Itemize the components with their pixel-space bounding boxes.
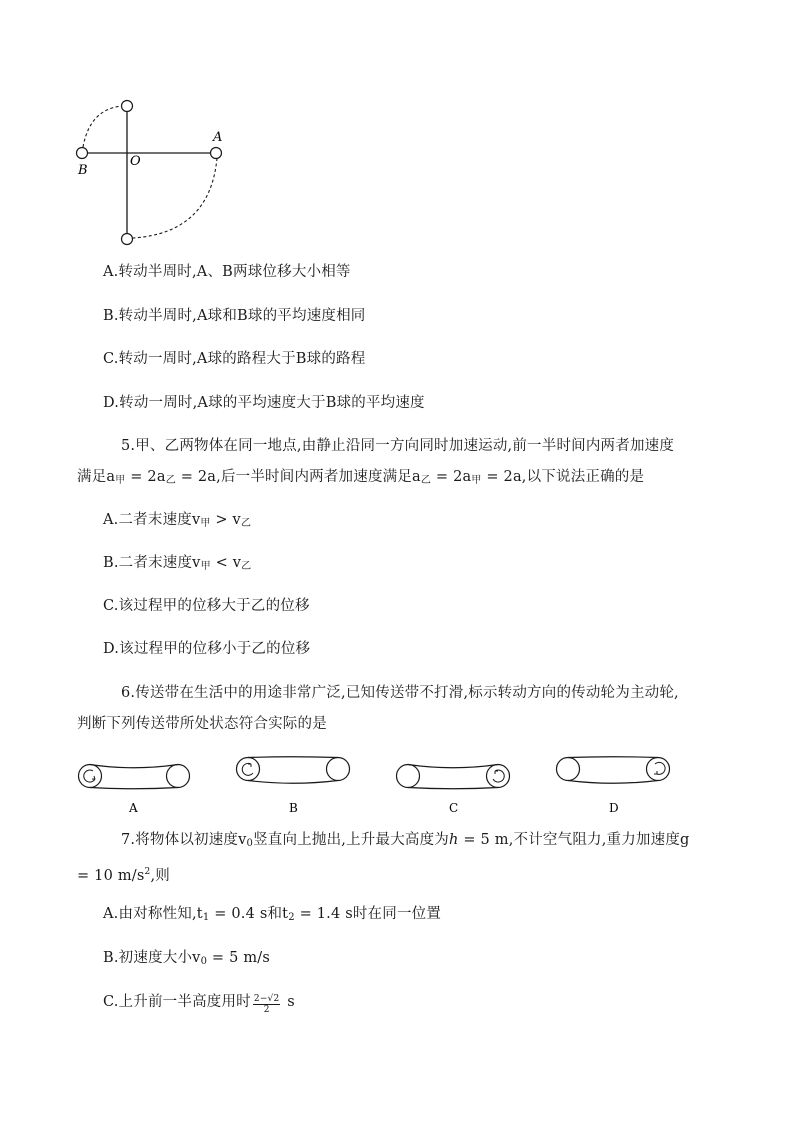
q5-option-c: C.该过程甲的位移大于乙的位移	[103, 598, 310, 614]
conveyor-label-A: A	[129, 801, 138, 815]
path-B-arc	[83, 106, 122, 147]
label-O: O	[130, 154, 141, 169]
q5-option-a: A.二者末速度$v_甲 > v_乙$	[103, 512, 252, 529]
q7-option-c: C.上升前一半高度用时 $\frac{2-√2}{2}$ s	[103, 994, 295, 1015]
q5-option-d: D.该过程甲的位移小于乙的位移	[103, 641, 311, 657]
label-A: A	[213, 130, 223, 145]
q5-stem-line2: 满足$a_甲 = 2a_乙 = 2a$,后一半时间内两者加速度满足$a_乙 = 2a_甲 = 2a$,以下说法正确的是	[77, 469, 645, 486]
conveyor-D	[557, 757, 670, 815]
conveyor-figures	[70, 752, 730, 820]
conveyor-A	[79, 765, 190, 816]
q4-option-d: D.转动一周时,A球的平均速度大于B球的平均速度	[103, 395, 425, 411]
q5-stem-line1: 5.甲、乙两物体在同一地点,由静止沿同一方向同时加速运动,前一半时间内两者加速度	[121, 438, 675, 454]
conveyor-label-D: D	[609, 801, 619, 815]
q4-option-c: C.转动一周时,A球的路程大于B球的路程	[103, 351, 366, 367]
ball-B	[77, 148, 88, 159]
q6-stem-line1: 6.传送带在生活中的用途非常广泛,已知传送带不打滑,标示转动方向的传动轮为主动轮,	[121, 685, 679, 701]
ball-bottom	[122, 234, 133, 245]
conveyor-C	[397, 765, 510, 816]
q7-stem-line1: 7.将物体以初速度$v_0$竖直向上抛出,上升最大高度为h = 5 m,不计空气阻力,重力加速度g	[121, 832, 690, 849]
q7-option-a: A.由对称性知$,t_1 = 0.4$ s和$t_2 = 1.4$ s时在同一位置	[103, 906, 442, 923]
q4-option-a: A.转动半周时,A、B两球位移大小相等	[103, 264, 351, 280]
q7-stem-line2: = 10 $m/s^2$,则	[77, 867, 170, 884]
rotation-figure	[70, 95, 230, 250]
conveyor-label-C: C	[449, 801, 459, 815]
q6-stem-line2: 判断下列传送带所处状态符合实际的是	[77, 716, 327, 732]
ball-A	[211, 148, 222, 159]
q4-option-b: B.转动半周时,A球和B球的平均速度相同	[103, 308, 366, 324]
label-B: B	[78, 163, 88, 178]
q5-option-b: B.二者末速度$v_甲 < v_乙$	[103, 555, 252, 572]
ball-top	[122, 101, 133, 112]
conveyor-B	[237, 757, 350, 815]
conveyor-label-B: B	[289, 801, 298, 815]
path-A-arc	[133, 158, 217, 238]
fraction: $\frac{2-√2}{2}$	[253, 994, 280, 1015]
q7-option-b: B.初速度大小$v_0 = 5$ m/s	[103, 950, 271, 967]
